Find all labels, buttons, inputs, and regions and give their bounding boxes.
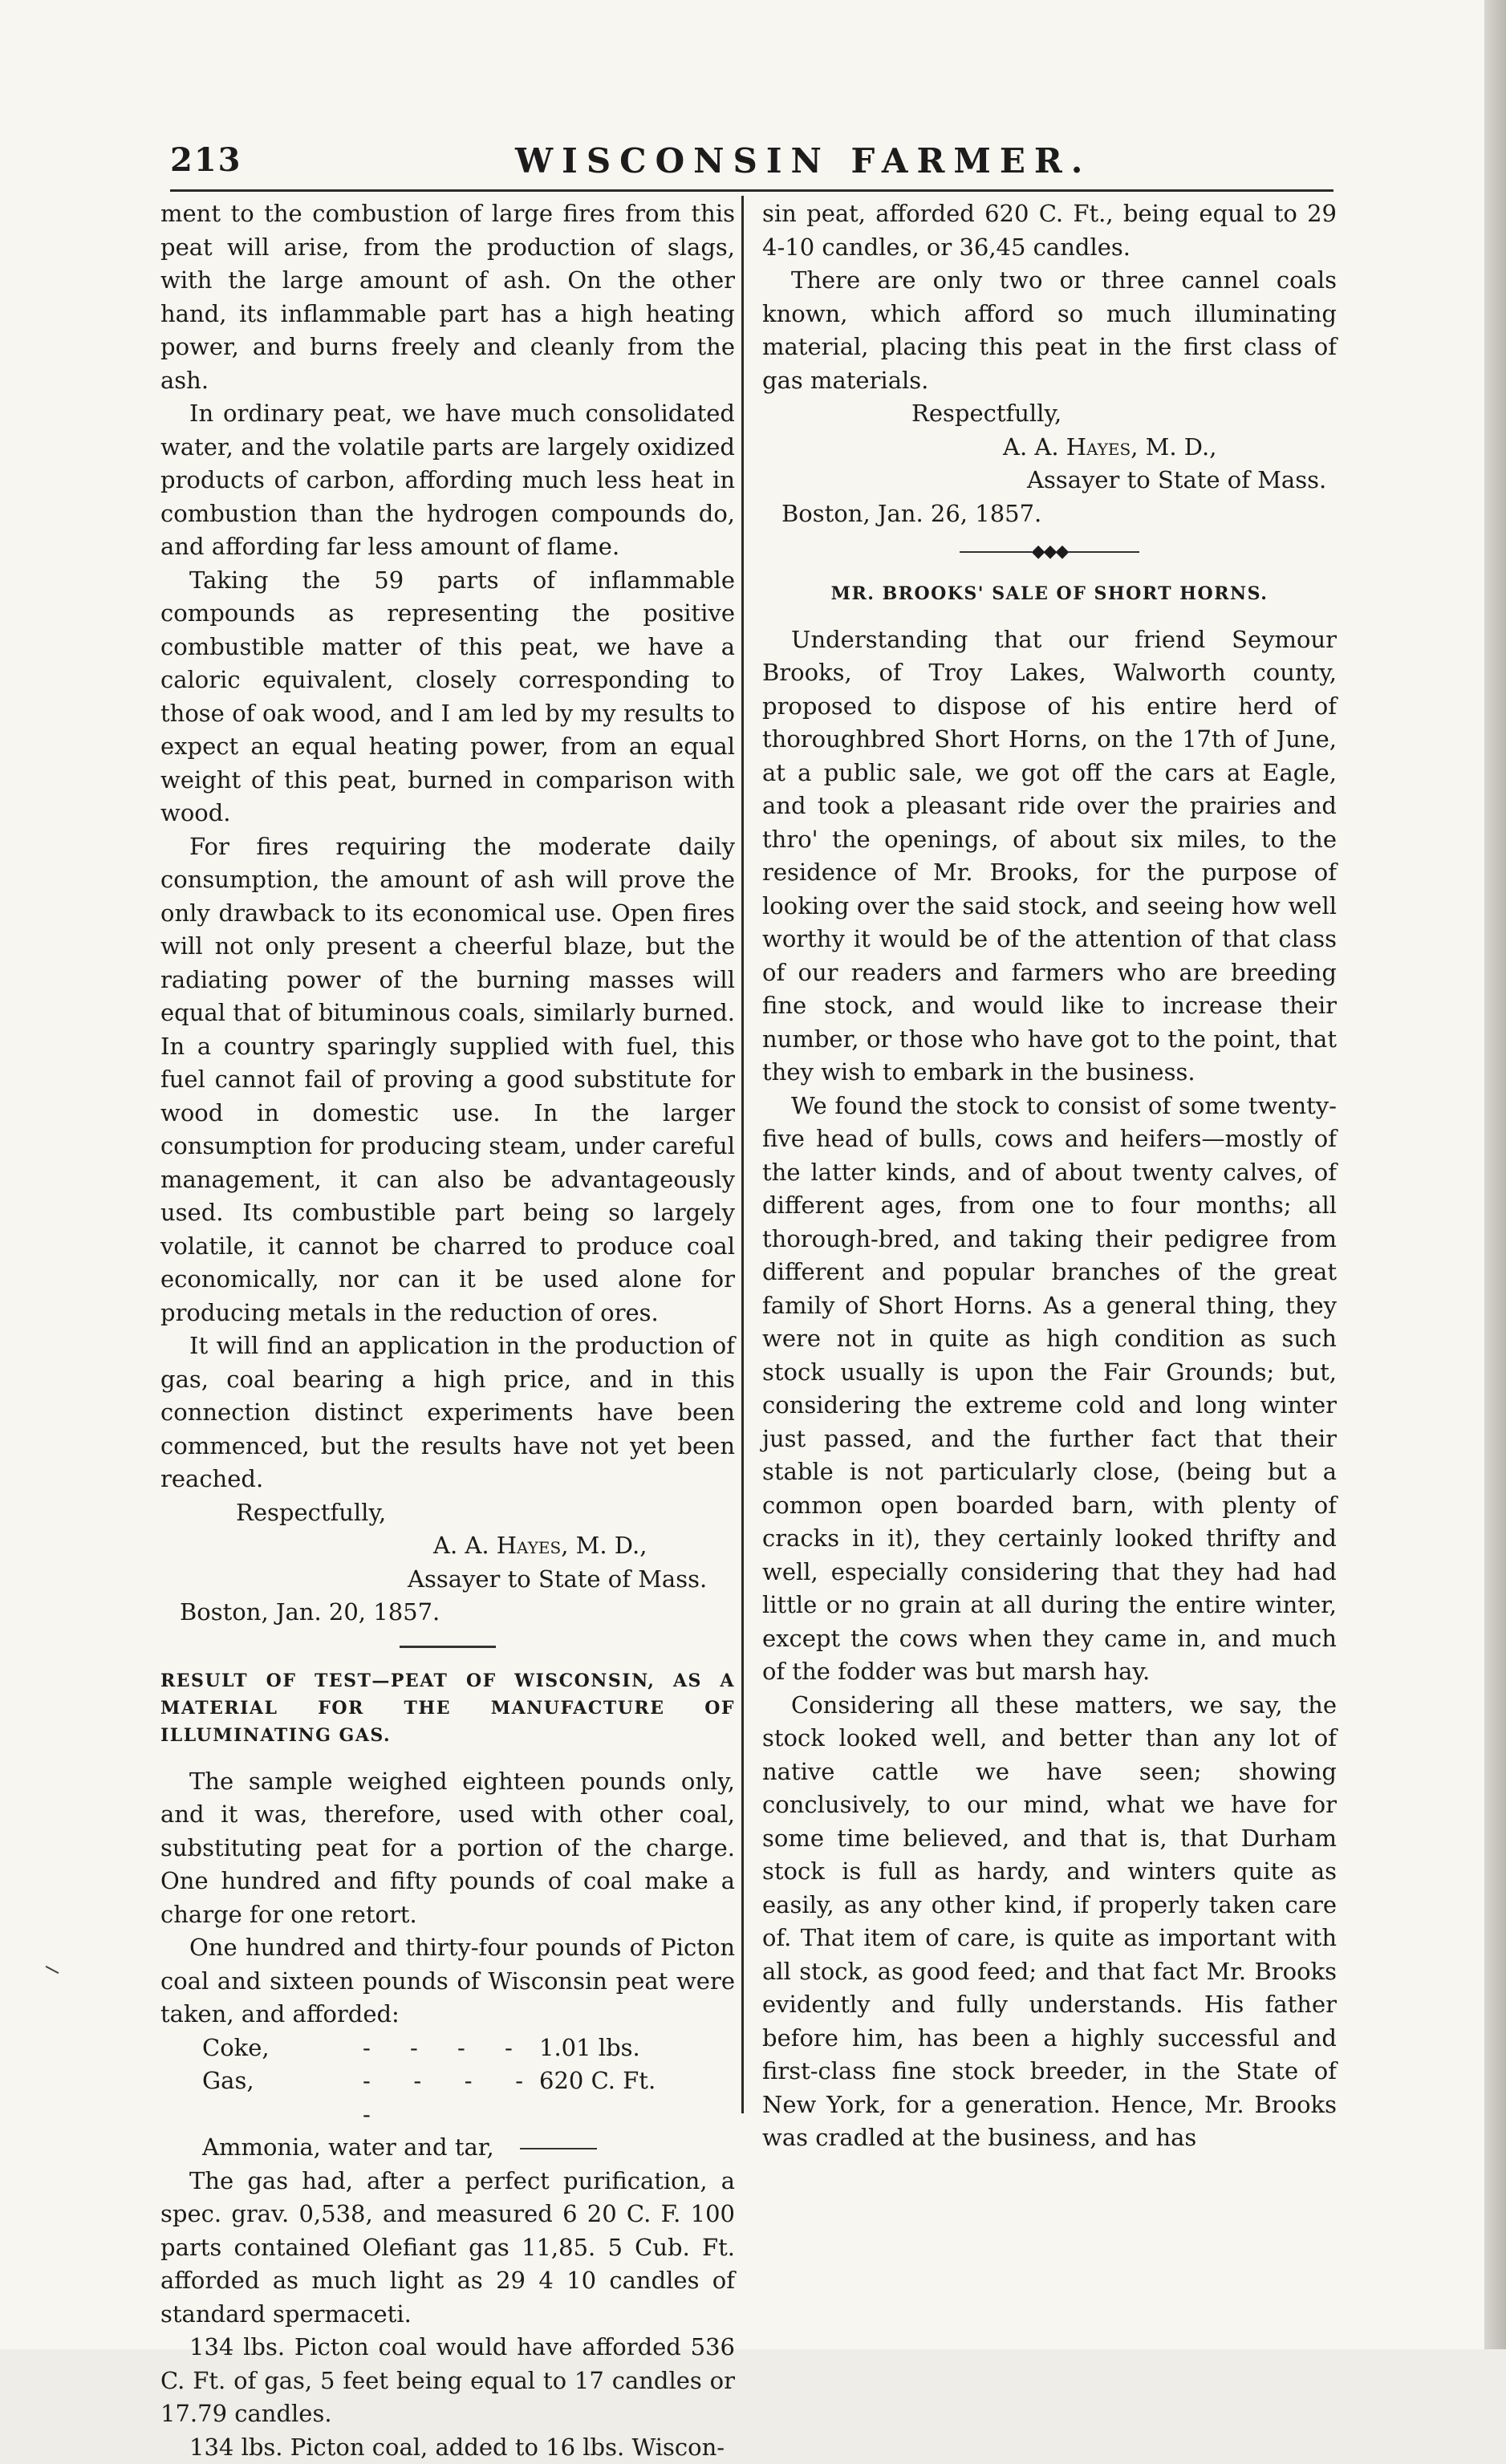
section-heading: RESULT OF TEST—PEAT OF WISCONSIN, AS A MATERIAL FOR THE MANUFACTURE OF ILLUMINATING GAS.	[160, 1667, 735, 1749]
signature-date: Boston, Jan. 26, 1857.	[762, 497, 1337, 531]
paragraph: Considering all these matters, we say, the stock looked well, and better than any lot of native cattle we have seen; showing conclusively, to our mind, what we have for some time believed, and that is, that Durham stock is full as hardy, and winters quite as easily, as any other kind, if properly taken care of. That item of care, is quite as important with all stock, as good feed; and that fact Mr. Brooks evidently and fully understands. His father before him, has been a highly successful and first-class fine stock breeder, in the State of New York, for a generation. Hence, Mr. Brooks was cradled at the business, and has	[762, 1689, 1337, 2155]
header-rule	[170, 189, 1333, 192]
paragraph: It will find an application in the production of gas, coal bearing a high price, and in this connection distinct experiments have been commenced, but the results have not yet been reached.	[160, 1329, 735, 1496]
signature-suffix: , M. D.,	[561, 1532, 647, 1559]
ornament-line	[1067, 551, 1139, 553]
column-divider	[741, 196, 744, 2113]
signature-respectfully: Respectfully,	[762, 397, 1337, 431]
signature-initials: A. A.	[433, 1532, 497, 1559]
paragraph: Understanding that our friend Seymour Brooks, of Troy Lakes, Walworth county, proposed to dispose of his entire herd of thoroughbred Short Horns, on the 17th of June, at a public sale, we got off the cars at Eagle, and took a pleasant ride over the prairies and thro' the openings, of about six miles, to the residence of Mr. Brooks, for the purpose of looking over the said stock, and seeing how well worthy it would be of the attention of that class of our readers and farmers who are breeding fine stock, and would like to increase their number, or those who have got to the point, that they wish to embark in the business.	[762, 623, 1337, 1090]
results-dashes: - - - -	[363, 2032, 539, 2065]
paragraph: We found the stock to consist of some twenty-five head of bulls, cows and heifers—mostly of the latter kinds, and of about twenty calves, of different ages, from one to four months; all thorough-bred, and taking their pedigree from different and popular branches of the great family of Short Horns. As a general thing, they were not in quite as high condition as such stock usually is upon the Fair Grounds; but, considering the extreme cold and long winter just passed, and the further fact that their stable is not particularly close, (being but a common open boarded barn, with plenty of cracks in it), they certainly looked thrifty and well, especially considering that they had had little or no grain at all during the entire winter, except the cows when they came in, and much of the fodder was but marsh hay.	[762, 1090, 1337, 1689]
signature-title: Assayer to State of Mass.	[160, 1563, 735, 1597]
section-ornament: ◆◆◆	[762, 535, 1337, 569]
page-number: 213	[170, 141, 242, 179]
paragraph: There are only two or three cannel coals known, which afford so much illuminating material, placing this peat in the first class of gas materials.	[762, 264, 1337, 397]
article-heading: MR. BROOKS' SALE OF SHORT HORNS.	[762, 580, 1337, 607]
paragraph: For fires requiring the moderate daily consumption, the amount of ash will prove the only drawback to its economical use. Open fires will not only present a cheerful blaze, but the radiating power of the burning masses will equal that of bituminous coals, similarly burned. In a country sparingly supplied with fuel, this fuel cannot fail of proving a good substitute for wood in domestic use. In the larger consumption for producing steam, under careful management, it can also be advantageously used. Its combustible part being so largely volatile, it cannot be charred to produce coal economically, nor can it be used alone for producing metals in the reduction of ores.	[160, 830, 735, 1330]
paragraph: 134 lbs. Picton coal would have afforded 536 C. Ft. of gas, 5 feet being equal to 17 candles or 17.79 candles.	[160, 2331, 735, 2431]
left-column	[160, 197, 735, 2464]
results-value: 620 C. Ft.	[539, 2064, 735, 2131]
signature-name	[160, 1529, 735, 1563]
signature-initials: A. A.	[1003, 433, 1066, 461]
results-row	[160, 2064, 735, 2131]
page-header	[170, 141, 1333, 193]
results-row	[160, 2032, 735, 2065]
paragraph: ment to the combustion of large fires from this peat will arise, from the production of slags, with the large amount of ash. On the other hand, its inflammable part has a high heating power, and burns freely and cleanly from the ash.	[160, 197, 735, 397]
results-blank	[520, 2148, 597, 2149]
results-row	[160, 2131, 735, 2165]
results-dashes: - - - - -	[363, 2064, 539, 2131]
results-label: Coke,	[160, 2032, 363, 2065]
ornament-line	[960, 551, 1032, 553]
signature-surname: Hayes	[1066, 433, 1131, 461]
paragraph: One hundred and thirty-four pounds of Picton coal and sixteen pounds of Wisconsin peat were taken, and afforded:	[160, 1931, 735, 2032]
signature-date: Boston, Jan. 20, 1857.	[160, 1596, 735, 1630]
signature-title: Assayer to State of Mass.	[762, 464, 1337, 497]
page-edge	[1484, 0, 1506, 2349]
journal-title: WISCONSIN FARMER.	[515, 141, 1091, 181]
signature-name	[762, 431, 1337, 465]
right-column	[762, 197, 1337, 2155]
paragraph: In ordinary peat, we have much consolidated water, and the volatile parts are largely oxidized products of carbon, affording much less heat in combustion than the hydrogen compounds do, and affording far less amount of flame.	[160, 397, 735, 564]
paragraph: 134 lbs. Picton coal, added to 16 lbs. Wiscon-	[160, 2431, 735, 2464]
paragraph: sin peat, afforded 620 C. Ft., being equal to 29 4-10 candles, or 36,45 candles.	[762, 197, 1337, 264]
signature-surname: Hayes	[497, 1532, 561, 1559]
results-label: Ammonia, water and tar,	[202, 2133, 494, 2161]
section-rule	[400, 1646, 496, 1648]
signature-respectfully: Respectfully,	[160, 1496, 735, 1530]
paragraph: Taking the 59 parts of inflammable compounds as representing the positive combustible matter of this peat, we have a caloric equivalent, closely corresponding to those of oak wood, and I am led by my results to expect an equal heating power, from an equal weight of this peat, burned in comparison with wood.	[160, 564, 735, 830]
paragraph: The gas had, after a perfect purification, a spec. grav. 0,538, and measured 6 20 C. F. 100 parts contained Olefiant gas 11,85. 5 Cub. Ft. afforded as much light as 29 4 10 candles of standard spermaceti.	[160, 2165, 735, 2332]
signature-suffix: , M. D.,	[1131, 433, 1216, 461]
paragraph: The sample weighed eighteen pounds only, and it was, therefore, used with other coal, substituting peat for a portion of the charge. One hundred and fifty pounds of coal make a charge for one retort.	[160, 1765, 735, 1932]
results-label: Gas,	[160, 2064, 363, 2131]
results-value: 1.01 lbs.	[539, 2032, 735, 2065]
